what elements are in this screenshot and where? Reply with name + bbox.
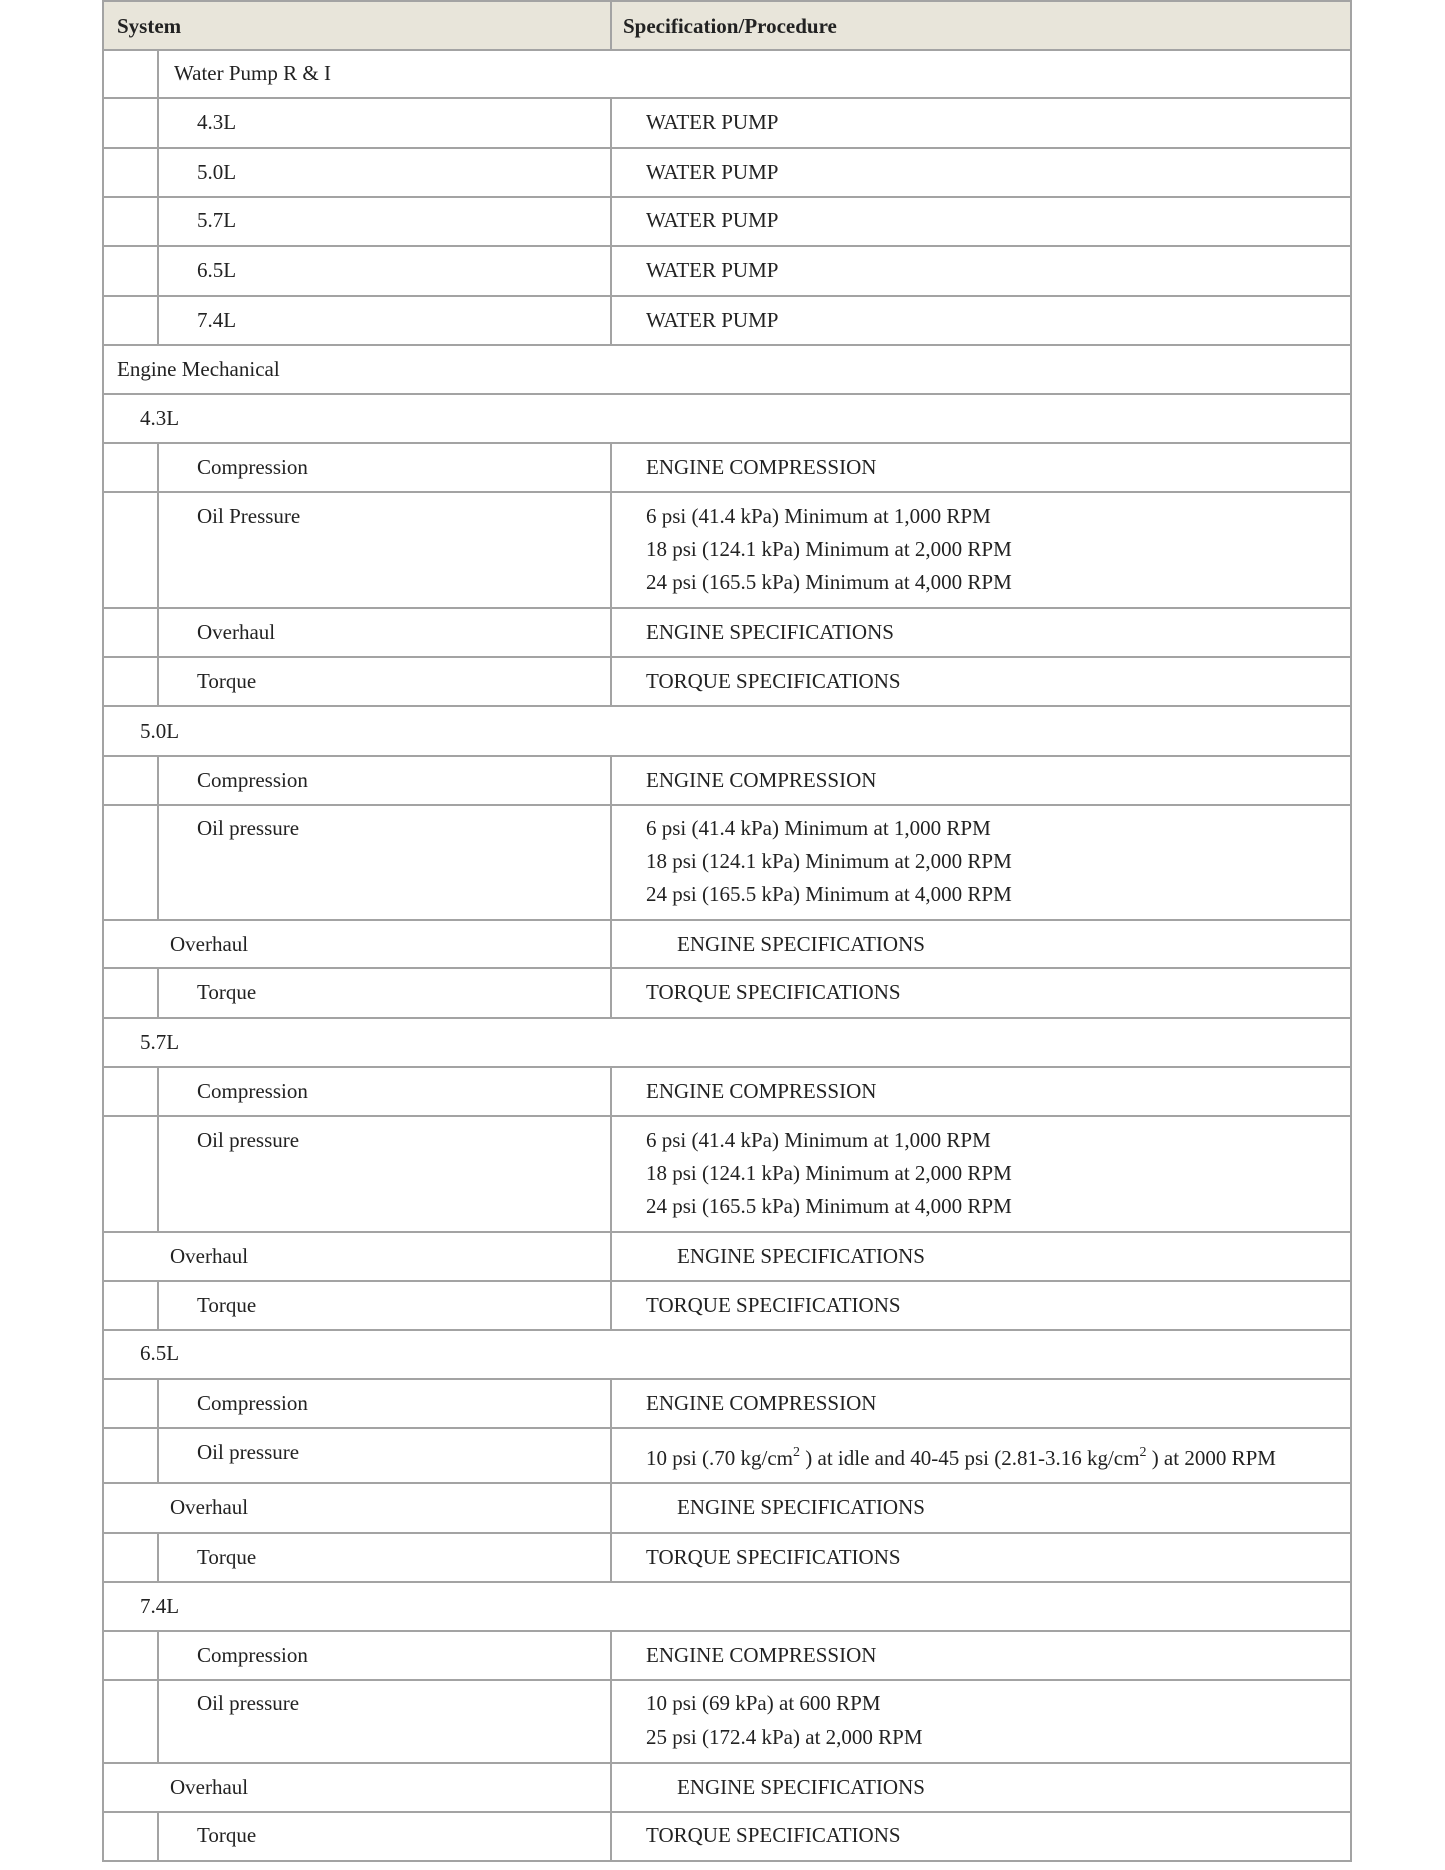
column-divider xyxy=(610,444,612,491)
indent-gutter xyxy=(157,1813,159,1860)
indent-gutter xyxy=(157,1632,159,1679)
spec-cell: ENGINE SPECIFICATIONS xyxy=(677,1495,925,1519)
indent-gutter xyxy=(157,757,159,804)
table-row xyxy=(102,297,1352,346)
table-row xyxy=(102,1233,1352,1282)
table-row xyxy=(102,1632,1352,1681)
column-divider xyxy=(610,806,612,919)
system-cell: Compression xyxy=(197,1079,308,1103)
column-divider xyxy=(610,1813,612,1860)
column-divider xyxy=(610,1764,612,1811)
column-divider xyxy=(610,658,612,705)
spec-cell: 18 psi (124.1 kPa) Minimum at 2,000 RPM xyxy=(646,1161,1012,1185)
indent-gutter xyxy=(157,1534,159,1581)
system-cell: Torque xyxy=(197,669,257,693)
spec-cell: WATER PUMP xyxy=(646,208,779,232)
indent-gutter xyxy=(157,806,159,919)
spec-cell: ENGINE SPECIFICATIONS xyxy=(677,1244,925,1268)
system-cell: Torque xyxy=(197,1545,257,1569)
system-cell: 4.3L xyxy=(197,110,237,134)
spec-cell: ENGINE SPECIFICATIONS xyxy=(677,932,925,956)
table-row xyxy=(102,1583,1352,1632)
system-cell: Compression xyxy=(197,455,308,479)
spec-cell: 6 psi (41.4 kPa) Minimum at 1,000 RPM xyxy=(646,816,991,840)
system-cell: 5.7L xyxy=(197,208,237,232)
system-cell: 6.5L xyxy=(197,258,237,282)
section-title: Water Pump R & I xyxy=(174,61,331,85)
system-cell: Compression xyxy=(197,768,308,792)
table-row xyxy=(102,99,1352,149)
indent-gutter xyxy=(157,609,159,656)
system-cell: 7.4L xyxy=(197,308,237,332)
system-column-header: System xyxy=(117,14,182,38)
table-row xyxy=(102,1068,1352,1117)
column-divider xyxy=(610,1681,612,1762)
system-cell: Oil Pressure xyxy=(197,504,301,528)
table-row xyxy=(102,51,1352,99)
system-cell: 5.0L xyxy=(197,160,237,184)
spec-cell: 24 psi (165.5 kPa) Minimum at 4,000 RPM xyxy=(646,882,1012,906)
spec-cell: 10 psi (69 kPa) at 600 RPM xyxy=(646,1691,881,1715)
column-divider xyxy=(610,1534,612,1581)
system-cell: Compression xyxy=(197,1643,308,1667)
column-divider xyxy=(610,1117,612,1231)
spec-cell: 6 psi (41.4 kPa) Minimum at 1,000 RPM xyxy=(646,504,991,528)
spec-cell: ENGINE SPECIFICATIONS xyxy=(677,1775,925,1799)
table-row xyxy=(102,198,1352,247)
indent-gutter xyxy=(157,297,159,344)
column-divider xyxy=(610,609,612,656)
spec-cell: ENGINE COMPRESSION xyxy=(646,1079,877,1103)
spec-cell: 18 psi (124.1 kPa) Minimum at 2,000 RPM xyxy=(646,537,1012,561)
system-cell: Overhaul xyxy=(197,620,276,644)
column-divider xyxy=(610,297,612,344)
column-divider xyxy=(610,969,612,1017)
column-divider xyxy=(610,198,612,245)
spec-cell: TORQUE SPECIFICATIONS xyxy=(646,980,901,1004)
table-row xyxy=(102,1331,1352,1380)
system-cell: Overhaul xyxy=(170,1495,249,1519)
table-row xyxy=(102,806,1352,921)
column-divider xyxy=(610,493,612,607)
indent-gutter xyxy=(157,1282,159,1329)
table-row xyxy=(102,757,1352,806)
spec-text: 10 psi (.70 kg/cm xyxy=(646,1446,793,1470)
table-row xyxy=(102,658,1352,707)
indent-gutter xyxy=(157,198,159,245)
indent-gutter xyxy=(157,969,159,1017)
table-row xyxy=(102,1813,1352,1862)
superscript: 2 xyxy=(793,1445,800,1460)
column-divider xyxy=(610,1380,612,1427)
indent-gutter xyxy=(157,247,159,295)
indent-gutter xyxy=(157,1681,159,1762)
system-cell: Overhaul xyxy=(170,932,249,956)
engine-group-title: 4.3L xyxy=(140,406,180,430)
system-cell: Overhaul xyxy=(170,1244,249,1268)
engine-group-title: 7.4L xyxy=(140,1594,180,1618)
table-row xyxy=(102,1484,1352,1534)
column-divider xyxy=(610,1233,612,1280)
system-cell: Oil pressure xyxy=(197,1440,300,1464)
engine-group-title: 6.5L xyxy=(140,1341,180,1365)
column-divider xyxy=(610,2,612,49)
column-divider xyxy=(610,99,612,147)
column-divider xyxy=(610,757,612,804)
table-row xyxy=(102,1681,1352,1764)
spec-cell: ENGINE COMPRESSION xyxy=(646,455,877,479)
spec-column-header: Specification/Procedure xyxy=(623,14,837,38)
system-cell: Oil pressure xyxy=(197,1691,300,1715)
spec-text: ) at 2000 RPM xyxy=(1146,1446,1276,1470)
spec-cell: ENGINE SPECIFICATIONS xyxy=(646,620,894,644)
system-cell: Oil pressure xyxy=(197,1128,300,1152)
spec-cell: 24 psi (165.5 kPa) Minimum at 4,000 RPM xyxy=(646,570,1012,594)
system-cell: Torque xyxy=(197,1823,257,1847)
system-cell: Torque xyxy=(197,1293,257,1317)
table-row xyxy=(102,1019,1352,1068)
indent-gutter xyxy=(157,51,159,97)
spec-cell: TORQUE SPECIFICATIONS xyxy=(646,1545,901,1569)
table-row xyxy=(102,395,1352,444)
table-row xyxy=(102,609,1352,658)
table-row xyxy=(102,707,1352,757)
spec-cell: 25 psi (172.4 kPa) at 2,000 RPM xyxy=(646,1725,923,1749)
table-row xyxy=(102,149,1352,198)
table-row xyxy=(102,969,1352,1019)
spec-cell: TORQUE SPECIFICATIONS xyxy=(646,669,901,693)
indent-gutter xyxy=(157,444,159,491)
system-cell: Overhaul xyxy=(170,1775,249,1799)
spec-cell: ENGINE COMPRESSION xyxy=(646,768,877,792)
indent-gutter xyxy=(157,99,159,147)
column-divider xyxy=(610,1632,612,1679)
indent-gutter xyxy=(157,1429,159,1482)
table-row xyxy=(102,1380,1352,1429)
spec-cell: ENGINE COMPRESSION xyxy=(646,1391,877,1415)
table-row xyxy=(102,1764,1352,1813)
indent-gutter xyxy=(157,493,159,607)
table-row xyxy=(102,247,1352,297)
spec-cell: TORQUE SPECIFICATIONS xyxy=(646,1823,901,1847)
table-header-row xyxy=(102,0,1352,51)
spec-cell: ENGINE COMPRESSION xyxy=(646,1643,877,1667)
table-row xyxy=(102,346,1352,395)
indent-gutter xyxy=(157,149,159,196)
column-divider xyxy=(610,921,612,967)
table-row xyxy=(102,1282,1352,1331)
column-divider xyxy=(610,1282,612,1329)
indent-gutter xyxy=(157,1380,159,1427)
engine-group-title: 5.0L xyxy=(140,719,180,743)
section-title: Engine Mechanical xyxy=(117,357,280,381)
spec-cell: WATER PUMP xyxy=(646,160,779,184)
table-row xyxy=(102,1117,1352,1233)
column-divider xyxy=(610,149,612,196)
column-divider xyxy=(610,1484,612,1532)
spec-cell: 6 psi (41.4 kPa) Minimum at 1,000 RPM xyxy=(646,1128,991,1152)
spec-cell: TORQUE SPECIFICATIONS xyxy=(646,1293,901,1317)
table-row xyxy=(102,921,1352,969)
indent-gutter xyxy=(157,658,159,705)
system-cell: Compression xyxy=(197,1391,308,1415)
table-row xyxy=(102,1429,1352,1484)
indent-gutter xyxy=(157,1117,159,1231)
engine-group-title: 5.7L xyxy=(140,1030,180,1054)
table-row xyxy=(102,444,1352,493)
spec-cell: WATER PUMP xyxy=(646,258,779,282)
column-divider xyxy=(610,1429,612,1482)
spec-cell: WATER PUMP xyxy=(646,308,779,332)
table-row xyxy=(102,1534,1352,1583)
table-row xyxy=(102,493,1352,609)
spec-cell: WATER PUMP xyxy=(646,110,779,134)
column-divider xyxy=(610,247,612,295)
indent-gutter xyxy=(157,1068,159,1115)
spec-cell: 18 psi (124.1 kPa) Minimum at 2,000 RPM xyxy=(646,849,1012,873)
spec-cell xyxy=(646,1442,1276,1482)
system-cell: Torque xyxy=(197,980,257,1004)
spec-cell: 24 psi (165.5 kPa) Minimum at 4,000 RPM xyxy=(646,1194,1012,1218)
system-cell: Oil pressure xyxy=(197,816,300,840)
spec-text: ) at idle and 40-45 psi (2.81-3.16 kg/cm xyxy=(800,1446,1140,1470)
superscript: 2 xyxy=(1139,1445,1147,1460)
column-divider xyxy=(610,1068,612,1115)
